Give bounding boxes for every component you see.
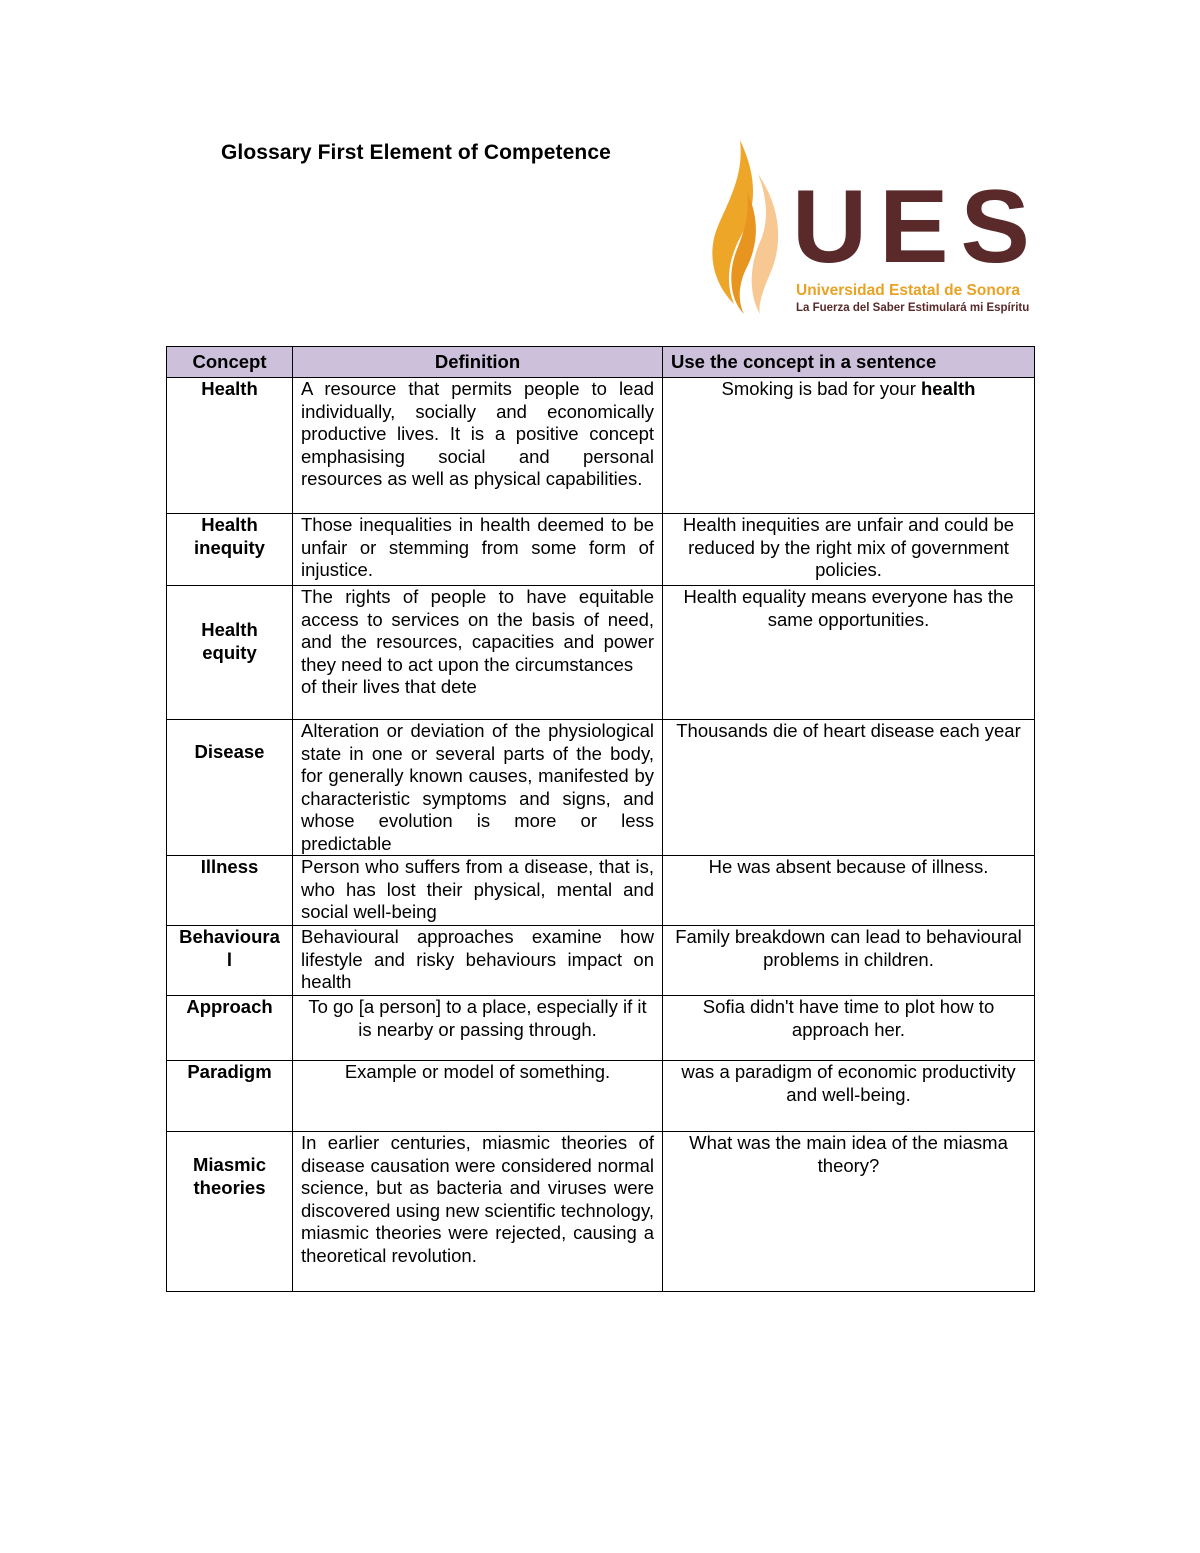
sentence-cell: was a paradigm of economic productivity and well-being. — [663, 1061, 1035, 1132]
sentence-cell: He was absent because of illness. — [663, 856, 1035, 926]
glossary-table — [166, 346, 1035, 1292]
definition-cell: A resource that permits people to lead individually, socially and economically productive lives. It is a positive concept emphasising social and personal resources as well as physical capabilities. — [293, 378, 663, 514]
concept-cell: Approach — [167, 996, 293, 1061]
concept-cell: Paradigm — [167, 1061, 293, 1132]
header-definition: Definition — [293, 347, 663, 378]
table-header-row — [167, 347, 1035, 378]
definition-cell: Those inequalities in health deemed to be unfair or stemming from some form of injustice. — [293, 514, 663, 586]
concept-cell: Health equity — [167, 586, 293, 720]
definition-cell: Behavioural approaches examine how lifestyle and risky behaviours impact on health — [293, 926, 663, 996]
header-concept: Concept — [167, 347, 293, 378]
table-row — [167, 856, 1035, 926]
definition-cell: In earlier centuries, miasmic theories of disease causation were considered normal science, but as bacteria and viruses were discovered using new scientific technology, miasmic theories were rejected, causing a theoretical revolution. — [293, 1132, 663, 1292]
sentence-cell: What was the main idea of the miasma theory? — [663, 1132, 1035, 1292]
table-row — [167, 996, 1035, 1061]
sentence-cell: Health equality means everyone has the same opportunities. — [663, 586, 1035, 720]
concept-cell: Behavioural — [167, 926, 293, 996]
table-row — [167, 926, 1035, 996]
definition-cell — [293, 586, 663, 720]
concept-cell: Health — [167, 378, 293, 514]
concept-cell: Disease — [167, 720, 293, 856]
table-row — [167, 586, 1035, 720]
sentence-cell: Health inequities are unfair and could be reduced by the right mix of government policies. — [663, 514, 1035, 586]
sentence-cell: Family breakdown can lead to behavioural problems in children. — [663, 926, 1035, 996]
definition-extra-text: of their lives that dete — [301, 676, 477, 697]
definition-cell: Person who suffers from a disease, that is, who has lost their physical, mental and social well-being — [293, 856, 663, 926]
concept-cell: Illness — [167, 856, 293, 926]
table-row — [167, 1061, 1035, 1132]
concept-cell: Miasmic theories — [167, 1132, 293, 1292]
definition-cell: To go [a person] to a place, especially if it is nearby or passing through. — [293, 996, 663, 1061]
sentence-cell: Sofia didn't have time to plot how to approach her. — [663, 996, 1035, 1061]
sentence-bold-word: health — [921, 378, 976, 399]
table-row — [167, 720, 1035, 856]
table-row — [167, 1132, 1035, 1292]
sentence-cell — [663, 378, 1035, 514]
concept-cell: Health inequity — [167, 514, 293, 586]
logo-slogan: La Fuerza del Saber Estimulará mi Espíritu — [796, 302, 1030, 314]
sentence-cell: Thousands die of heart disease each year — [663, 720, 1035, 856]
header-sentence: Use the concept in a sentence — [663, 347, 1035, 378]
definition-cell: Example or model of something. — [293, 1061, 663, 1132]
page-title: Glossary First Element of Competence — [221, 141, 611, 164]
table-row — [167, 514, 1035, 586]
logo-letters: UES — [792, 169, 1042, 285]
table-row — [167, 378, 1035, 514]
flame-icon-light — [752, 174, 778, 314]
ues-logo — [700, 134, 1050, 320]
definition-text: The rights of people to have equitable access to services on the basis of need, and the resources, capacities and power they need to act upon the circumstances — [301, 586, 654, 675]
logo-university-name: Universidad Estatal de Sonora — [796, 282, 1020, 299]
sentence-text: Smoking is bad for your — [721, 378, 921, 399]
definition-cell: Alteration or deviation of the physiological state in one or several parts of the body, for generally known causes, manifested by characteristic symptoms and signs, and whose evolution is more or less predictable — [293, 720, 663, 856]
